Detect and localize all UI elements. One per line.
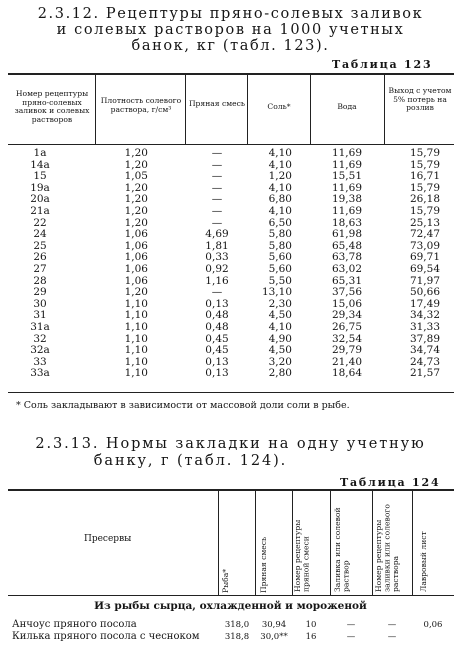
cell-water: 65,48 (331, 239, 362, 252)
cell-density: 1,10 (124, 321, 148, 333)
cell-spice: — (211, 158, 223, 171)
table124-vline (255, 489, 256, 595)
cell-water: 15,06 (331, 297, 362, 310)
cell-recipe: 26 (33, 251, 47, 264)
table-label-124: Таблица 124 (340, 476, 441, 489)
cell-salt: 5,80 (268, 239, 292, 252)
cell-recipe: 1а (33, 147, 47, 159)
cell-yield: 34,74 (409, 344, 440, 357)
cell-salt: 5,50 (268, 274, 292, 287)
cell-yield: 16,71 (409, 170, 440, 183)
table123-vline (95, 73, 96, 144)
cell-water: 18,63 (331, 216, 362, 229)
cell-spice: 0,45 (205, 332, 229, 345)
cell-recipe: 24 (33, 228, 47, 241)
cell-water: 37,56 (331, 286, 362, 299)
cell-salt: 6,80 (268, 193, 292, 206)
cell-density: 1,10 (124, 355, 148, 368)
cell-water: 11,69 (331, 158, 362, 171)
table123-vline (310, 73, 311, 144)
section-title-line2: и солевых растворов на 1000 учетных (56, 22, 405, 38)
cell-salt: 4,10 (268, 205, 292, 217)
header-fill-recipe: Номер рецептуры заливки или солевого раствора (374, 504, 400, 592)
cell-density: 1,20 (124, 147, 148, 159)
cell-fill: — (346, 620, 356, 630)
cell-salt: 4,50 (268, 344, 292, 357)
cell-water: 11,69 (331, 147, 362, 159)
cell-salt: 5,60 (268, 263, 292, 275)
cell-fill-recipe: — (387, 620, 397, 630)
cell-density: 1,10 (124, 367, 148, 380)
cell-recipe: 32а (30, 344, 50, 357)
cell-recipe: 30 (33, 297, 47, 310)
header-preserves: Пресервы (84, 534, 132, 544)
cell-salt: 4,10 (268, 181, 292, 194)
cell-recipe: 20а (30, 193, 50, 206)
cell-spice: — (211, 216, 223, 229)
cell-salt: 1,20 (268, 170, 292, 183)
cell-density: 1,06 (124, 251, 148, 264)
cell-recipe: 14а (30, 158, 50, 171)
cell-salt: 6,50 (268, 216, 292, 229)
cell-fill: — (346, 632, 356, 642)
cell-density: 1,20 (124, 158, 148, 171)
cell-spice: 0,92 (205, 263, 229, 275)
cell-spice: — (211, 147, 223, 159)
table123-vline (185, 73, 186, 144)
cell-spice: — (211, 193, 223, 206)
cell-yield: 50,66 (409, 286, 440, 299)
cell-bay-leaf: 0,06 (423, 620, 443, 630)
cell-yield: 24,73 (409, 355, 440, 368)
cell-yield: 71,97 (409, 274, 440, 287)
table124-group-title: Из рыбы сырца, охлажденной и мороженой (94, 600, 367, 612)
table123-vline (247, 73, 248, 144)
cell-density: 1,05 (124, 170, 148, 183)
table123-footnote: * Соль закладывают в зависимости от массовой доли соли в рыбе. (16, 400, 350, 411)
cell-yield: 21,57 (409, 367, 440, 380)
cell-recipe: 28 (33, 274, 47, 287)
cell-density: 1,10 (124, 309, 148, 322)
cell-spice: 0,13 (205, 355, 229, 368)
header-recipe: Номер рецептуры пряно-солевых заливок и солевых растворов (14, 89, 90, 124)
cell-water: 15,51 (331, 170, 362, 183)
cell-water: 19,38 (331, 193, 362, 206)
cell-spice: — (211, 286, 223, 299)
cell-yield: 37,89 (409, 332, 440, 345)
table124-vline (218, 489, 219, 595)
cell-spice: 0,48 (205, 321, 229, 333)
cell-yield: 15,79 (409, 158, 440, 171)
cell-water: 11,69 (331, 181, 362, 194)
cell-density: 1,10 (124, 332, 148, 345)
cell-spice: — (211, 170, 223, 183)
cell-density: 1,10 (124, 344, 148, 357)
cell-recipe: 27 (33, 263, 47, 275)
cell-yield: 72,47 (409, 228, 440, 241)
cell-spice-recipe: 10 (305, 620, 317, 630)
cell-salt: 4,50 (268, 309, 292, 322)
cell-density: 1,20 (124, 193, 148, 206)
cell-density: 1,06 (124, 228, 148, 241)
cell-yield: 15,79 (409, 181, 440, 194)
cell-spice: 0,13 (205, 367, 229, 380)
cell-spice: — (211, 205, 223, 217)
cell-yield: 15,79 (409, 147, 440, 159)
cell-salt: 4,10 (268, 321, 292, 333)
cell-spice: 0,45 (205, 344, 229, 357)
cell-recipe: 33а (30, 367, 50, 380)
cell-density: 1,06 (124, 239, 148, 252)
cell-spice-mix: 30,94 (261, 620, 287, 630)
cell-spice: 1,16 (205, 274, 229, 287)
cell-water: 29,79 (331, 344, 362, 357)
cell-water: 11,69 (331, 205, 362, 217)
cell-yield: 15,79 (409, 205, 440, 217)
cell-density: 1,20 (124, 286, 148, 299)
cell-preserve-name: Анчоус пряного посола (12, 619, 137, 630)
cell-water: 32,54 (331, 332, 362, 345)
cell-salt: 4,90 (268, 332, 292, 345)
cell-water: 21,40 (331, 355, 362, 368)
header-fill: Заливка или солевой раствор (333, 507, 351, 592)
cell-water: 63,02 (331, 263, 362, 275)
cell-spice: 0,13 (205, 297, 229, 310)
cell-fish: 318,0 (224, 620, 250, 630)
header-salt: Соль* (267, 102, 291, 111)
cell-density: 1,20 (124, 205, 148, 217)
cell-fish: 318,8 (224, 632, 250, 642)
cell-density: 1,06 (124, 274, 148, 287)
cell-preserve-name: Килька пряного посола с чесноком (12, 631, 200, 642)
cell-water: 29,34 (331, 309, 362, 322)
table123-vline (384, 73, 385, 144)
cell-water: 26,75 (331, 321, 362, 333)
table-label-123: Таблица 123 (332, 58, 433, 71)
header-density: Плотность солевого раствора, г/см³ (100, 96, 182, 114)
cell-salt: 13,10 (261, 286, 292, 299)
header-spice-recipe: Номер рецептуры пряной смеси (293, 519, 311, 592)
cell-recipe: 21а (30, 205, 50, 217)
cell-salt: 2,80 (268, 367, 292, 380)
cell-water: 65,31 (331, 274, 362, 287)
cell-salt: 5,80 (268, 228, 292, 241)
cell-salt: 2,30 (268, 297, 292, 310)
section2-title-line1: 2.3.13. Нормы закладки на одну учетную (35, 436, 426, 452)
header-spice: Пряная смесь (188, 99, 246, 108)
cell-recipe: 29 (33, 286, 47, 299)
table124-vline (330, 489, 331, 595)
table124-top-rule (8, 489, 454, 491)
cell-spice: 0,48 (205, 309, 229, 322)
cell-recipe: 33 (33, 355, 47, 368)
section2-title-line2: банку, г (табл. 124). (93, 453, 288, 469)
table124-vline (372, 489, 373, 595)
header-fish: Рыба* (221, 568, 230, 593)
cell-recipe: 32 (33, 332, 47, 345)
cell-fill-recipe: — (387, 632, 397, 642)
cell-recipe: 22 (33, 216, 47, 229)
cell-spice-recipe: 16 (305, 632, 317, 642)
cell-yield: 26,18 (409, 193, 440, 206)
cell-salt: 4,10 (268, 158, 292, 171)
header-spice-mix: Пряная смесь (259, 536, 268, 593)
table123-bottom-rule (8, 392, 454, 393)
header-yield: Выход с учетом 5% потерь на розлив (388, 86, 452, 113)
cell-density: 1,20 (124, 181, 148, 194)
cell-salt: 4,10 (268, 147, 292, 159)
cell-density: 1,06 (124, 263, 148, 275)
cell-yield: 25,13 (409, 216, 440, 229)
cell-recipe: 31а (30, 321, 50, 333)
cell-water: 61,98 (331, 228, 362, 241)
cell-recipe: 19а (30, 181, 50, 194)
header-bay-leaf: Лавровый лист (419, 531, 428, 592)
cell-yield: 31,33 (409, 321, 440, 333)
cell-water: 63,78 (331, 251, 362, 264)
section-title-line1: 2.3.12. Рецептуры пряно-солевых заливок (37, 6, 424, 22)
cell-salt: 5,60 (268, 251, 292, 264)
section-title-line3: банок, кг (табл. 123). (131, 38, 330, 54)
table123-header-rule (8, 144, 454, 145)
cell-density: 1,10 (124, 297, 148, 310)
cell-recipe: 25 (33, 239, 47, 252)
table123-top-rule (8, 73, 454, 75)
cell-yield: 69,54 (409, 263, 440, 275)
cell-yield: 17,49 (409, 297, 440, 310)
cell-salt: 3,20 (268, 355, 292, 368)
cell-density: 1,20 (124, 216, 148, 229)
cell-spice: 0,33 (205, 251, 229, 264)
cell-water: 18,64 (331, 367, 362, 380)
cell-spice: 4,69 (205, 228, 229, 241)
table124-header-rule (8, 595, 454, 596)
header-water: Вода (337, 102, 357, 111)
cell-spice: — (211, 181, 223, 194)
cell-recipe: 31 (33, 309, 47, 322)
cell-yield: 73,09 (409, 239, 440, 252)
cell-spice: 1,81 (205, 239, 229, 252)
cell-recipe: 15 (33, 170, 47, 183)
table124-vline (412, 489, 413, 595)
cell-yield: 34,32 (409, 309, 440, 322)
cell-spice-mix: 30,0** (260, 632, 288, 642)
cell-yield: 69,71 (409, 251, 440, 264)
